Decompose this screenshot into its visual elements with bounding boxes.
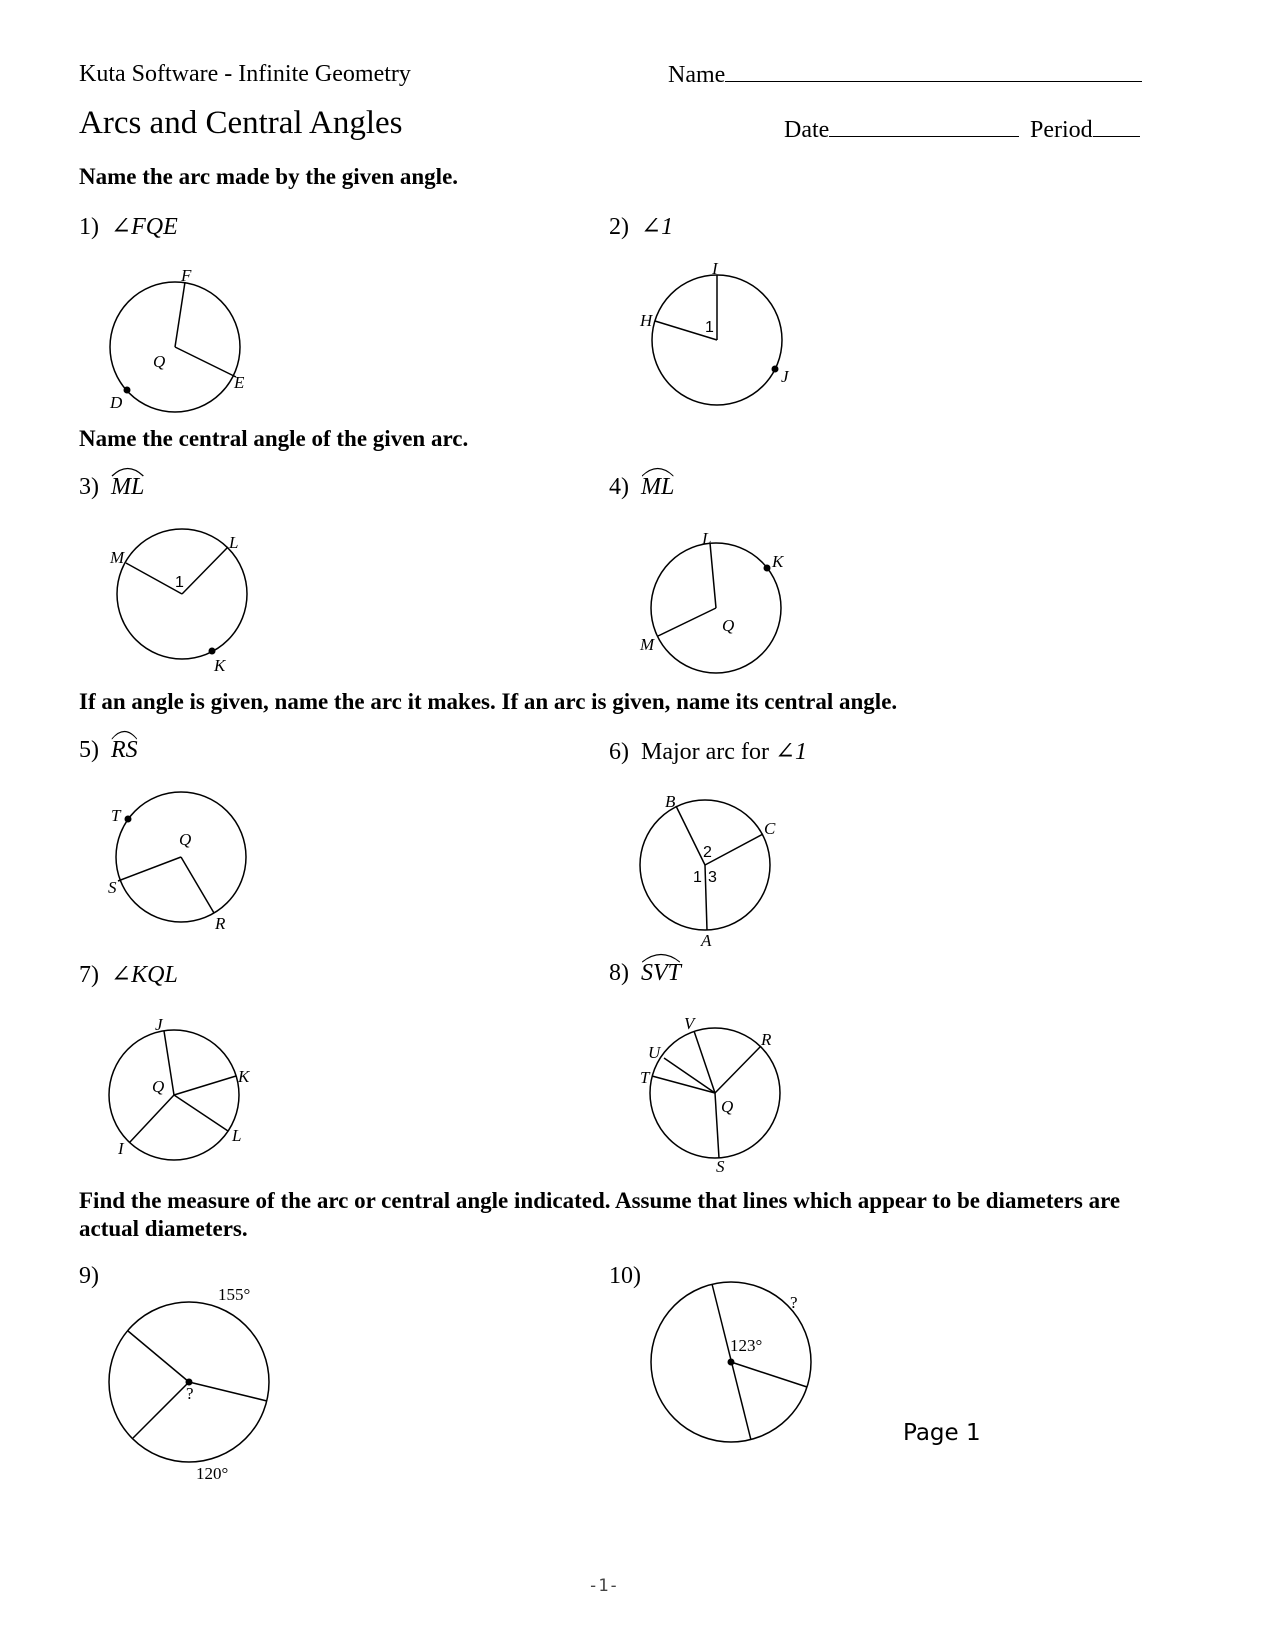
problem-number: 6) xyxy=(609,739,629,765)
label-r: R xyxy=(761,1030,772,1049)
label-unknown: ? xyxy=(790,1293,798,1312)
problem-prompt: ∠KQL xyxy=(111,962,178,988)
problem-number: 7) xyxy=(79,962,99,988)
label-j: J xyxy=(155,1015,163,1034)
period-label: Period xyxy=(1030,117,1093,143)
instruction-section-4: Find the measure of the arc or central angle indicated. Assume that lines which appear to be diameters are actual diameters. xyxy=(79,1188,1121,1241)
label-b: B xyxy=(665,792,676,811)
label-e: E xyxy=(234,373,245,392)
label-arc-155: 155° xyxy=(218,1285,251,1304)
label-l: L xyxy=(702,529,712,548)
label-s: S xyxy=(108,878,117,897)
page-title: Arcs and Central Angles xyxy=(79,105,403,141)
label-angle-1: 1 xyxy=(705,319,714,336)
problem-prompt: ML xyxy=(641,474,675,500)
name-label: Name xyxy=(668,62,726,88)
label-c: C xyxy=(764,819,776,838)
label-i: I xyxy=(712,259,718,278)
problem-number: 4) xyxy=(609,474,629,500)
label-i: I xyxy=(118,1139,124,1158)
problem-number: 1) xyxy=(79,214,99,240)
label-h: H xyxy=(640,311,653,330)
label-k: K xyxy=(214,656,226,675)
problem-prompt-text: Major arc for xyxy=(641,739,775,765)
instruction-section-1: Name the arc made by the given angle. xyxy=(79,164,459,189)
label-j: J xyxy=(781,367,789,386)
problem-prompt: ∠1 xyxy=(774,739,808,765)
problem-number: 2) xyxy=(609,214,629,240)
label-a: A xyxy=(701,931,712,950)
problem-prompt: ∠1 xyxy=(641,214,674,240)
label-l: L xyxy=(232,1126,242,1145)
problem-prompt: SVT xyxy=(641,960,682,986)
label-d: D xyxy=(110,393,123,412)
label-m: M xyxy=(110,548,125,567)
label-arc-120: 120° xyxy=(196,1464,229,1483)
label-v: V xyxy=(684,1014,695,1033)
label-r: R xyxy=(215,914,226,933)
label-unknown: ? xyxy=(186,1384,194,1403)
label-angle-2: 2 xyxy=(703,844,712,861)
label-angle-123: 123° xyxy=(730,1336,763,1355)
problem-prompt: ∠FQE xyxy=(111,214,178,240)
label-t: T xyxy=(111,806,121,825)
instruction-section-2: Name the central angle of the given arc. xyxy=(79,426,469,451)
problem-number: 8) xyxy=(609,960,629,986)
problem-prompt: ML xyxy=(111,474,145,500)
center-point xyxy=(728,1359,735,1366)
page-number-label: Page 1 xyxy=(903,1420,981,1446)
label-l: L xyxy=(229,533,239,552)
problem-number: 10) xyxy=(609,1263,641,1289)
problem-number: 5) xyxy=(79,737,99,763)
problem-number: 3) xyxy=(79,474,99,500)
label-q: Q xyxy=(722,616,735,635)
software-name: Kuta Software - Infinite Geometry xyxy=(79,61,411,87)
label-k: K xyxy=(772,552,784,571)
label-angle-3: 3 xyxy=(708,869,717,886)
label-q: Q xyxy=(152,1077,165,1096)
page-footer: -1- xyxy=(588,1576,619,1596)
label-t: T xyxy=(640,1068,650,1087)
label-q: Q xyxy=(153,352,166,371)
date-label: Date xyxy=(784,117,830,143)
problem-prompt: RS xyxy=(111,737,138,763)
radius xyxy=(731,1362,807,1387)
label-u: U xyxy=(648,1043,661,1062)
label-angle-1: 1 xyxy=(693,869,702,886)
problem-number: 9) xyxy=(79,1263,99,1289)
instruction-section-3: If an angle is given, name the arc it makes. If an arc is given, name its central angle. xyxy=(79,689,898,714)
label-q: Q xyxy=(721,1097,734,1116)
label-q: Q xyxy=(179,830,192,849)
label-f: F xyxy=(181,266,192,285)
label-angle-1: 1 xyxy=(175,574,184,591)
label-k: K xyxy=(238,1067,250,1086)
label-s: S xyxy=(716,1157,725,1176)
label-m: M xyxy=(640,635,655,654)
